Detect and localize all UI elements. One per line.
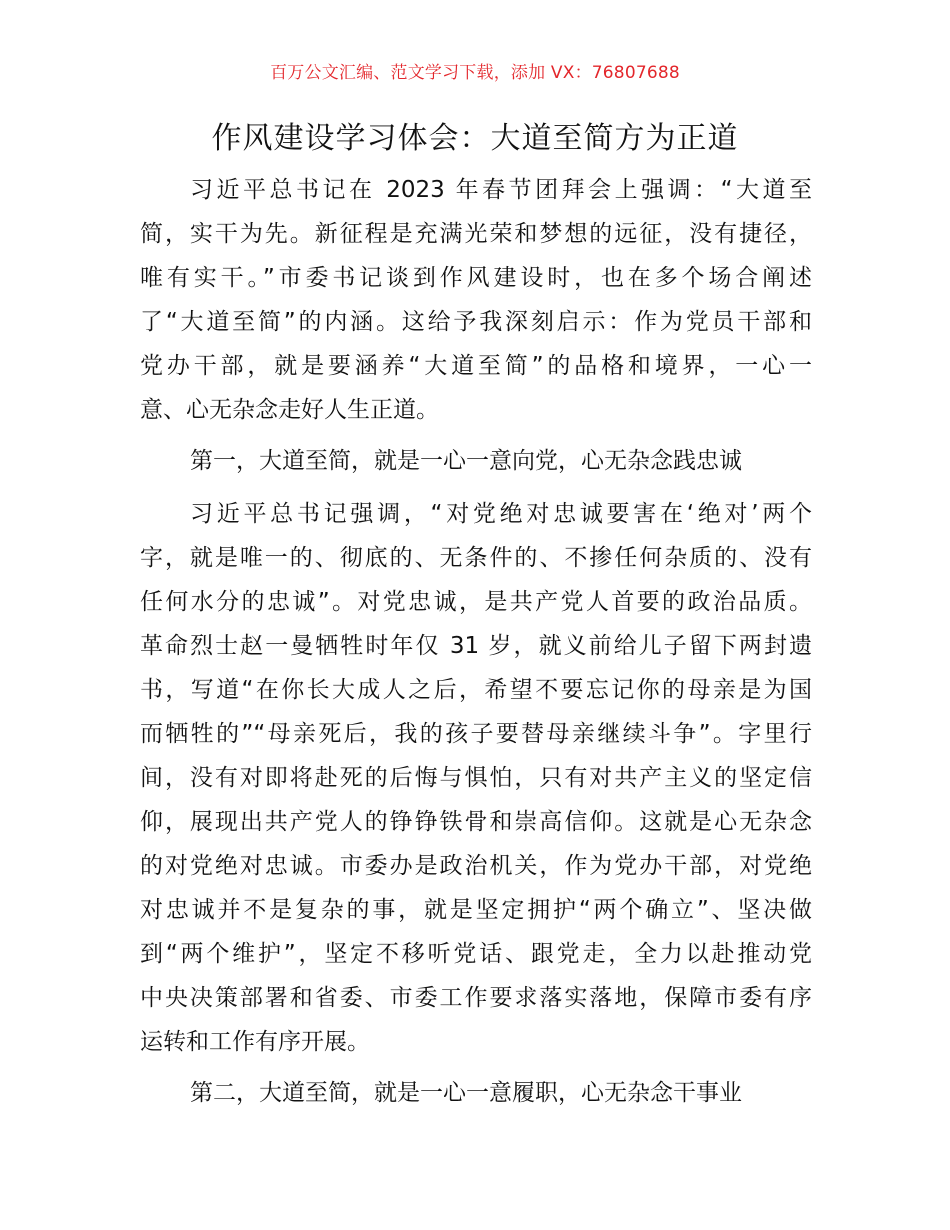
paragraph-line: 任何水分的忠诚”。对党忠诚，是共产党人首要的政治品质。 [140, 589, 812, 615]
paragraph-line: 到“两个维护”，坚定不移听党话、跟党走，全力以赴推动党 [140, 941, 812, 967]
paragraph-line: 间，没有对即将赴死的后悔与惧怕，只有对共产主义的坚定信 [140, 765, 812, 791]
paragraph-line: 仰，展现出共产党人的铮铮铁骨和崇高信仰。这就是心无杂念 [140, 809, 812, 835]
paragraph-line: 运转和工作有序开展。 [140, 1029, 370, 1055]
paragraph-line: 而牺牲的”“母亲死后，我的孩子要替母亲继续斗争”。字里行 [140, 721, 812, 747]
paragraph-line: 习近平总书记强调，“对党绝对忠诚要害在‘绝对’两个 [190, 501, 812, 527]
paragraph-line: 唯有实干。”市委书记谈到作风建设时，也在多个场合阐述 [140, 265, 812, 291]
paragraph-line: 字，就是唯一的、彻底的、无条件的、不掺任何杂质的、没有 [140, 545, 812, 571]
paragraph-line: 党办干部，就是要涵养“大道至简”的品格和境界，一心一 [140, 353, 812, 379]
document-title: 作风建设学习体会：大道至简方为正道 [211, 121, 739, 156]
paragraph-line: 革命烈士赵一曼牺牲时年仅 31 岁，就义前给儿子留下两封遗 [140, 633, 812, 659]
section-heading-2: 第二，大道至简，就是一心一意履职，心无杂念干事业 [190, 1080, 742, 1106]
paragraph-line: 了“大道至简”的内涵。这给予我深刻启示：作为党员干部和 [140, 309, 812, 335]
paragraph-line: 意、心无杂念走好人生正道。 [140, 397, 439, 423]
paragraph-line: 简，实干为先。新征程是充满光荣和梦想的远征，没有捷径， [140, 221, 812, 247]
paragraph-line: 书，写道“在你长大成人之后，希望不要忘记你的母亲是为国 [140, 677, 812, 703]
section-heading-1: 第一，大道至简，就是一心一意向党，心无杂念践忠诚 [190, 448, 742, 474]
paragraph-line: 对忠诚并不是复杂的事，就是坚定拥护“两个确立”、坚决做 [140, 897, 812, 923]
watermark-text: 百万公文汇编、范文学习下载，添加 VX：76807688 [270, 63, 680, 83]
paragraph-line: 的对党绝对忠诚。市委办是政治机关，作为党办干部，对党绝 [140, 853, 812, 879]
paragraph-line: 中央决策部署和省委、市委工作要求落实落地，保障市委有序 [140, 985, 812, 1011]
paragraph-line: 习近平总书记在 2023 年春节团拜会上强调：“大道至 [190, 177, 812, 203]
